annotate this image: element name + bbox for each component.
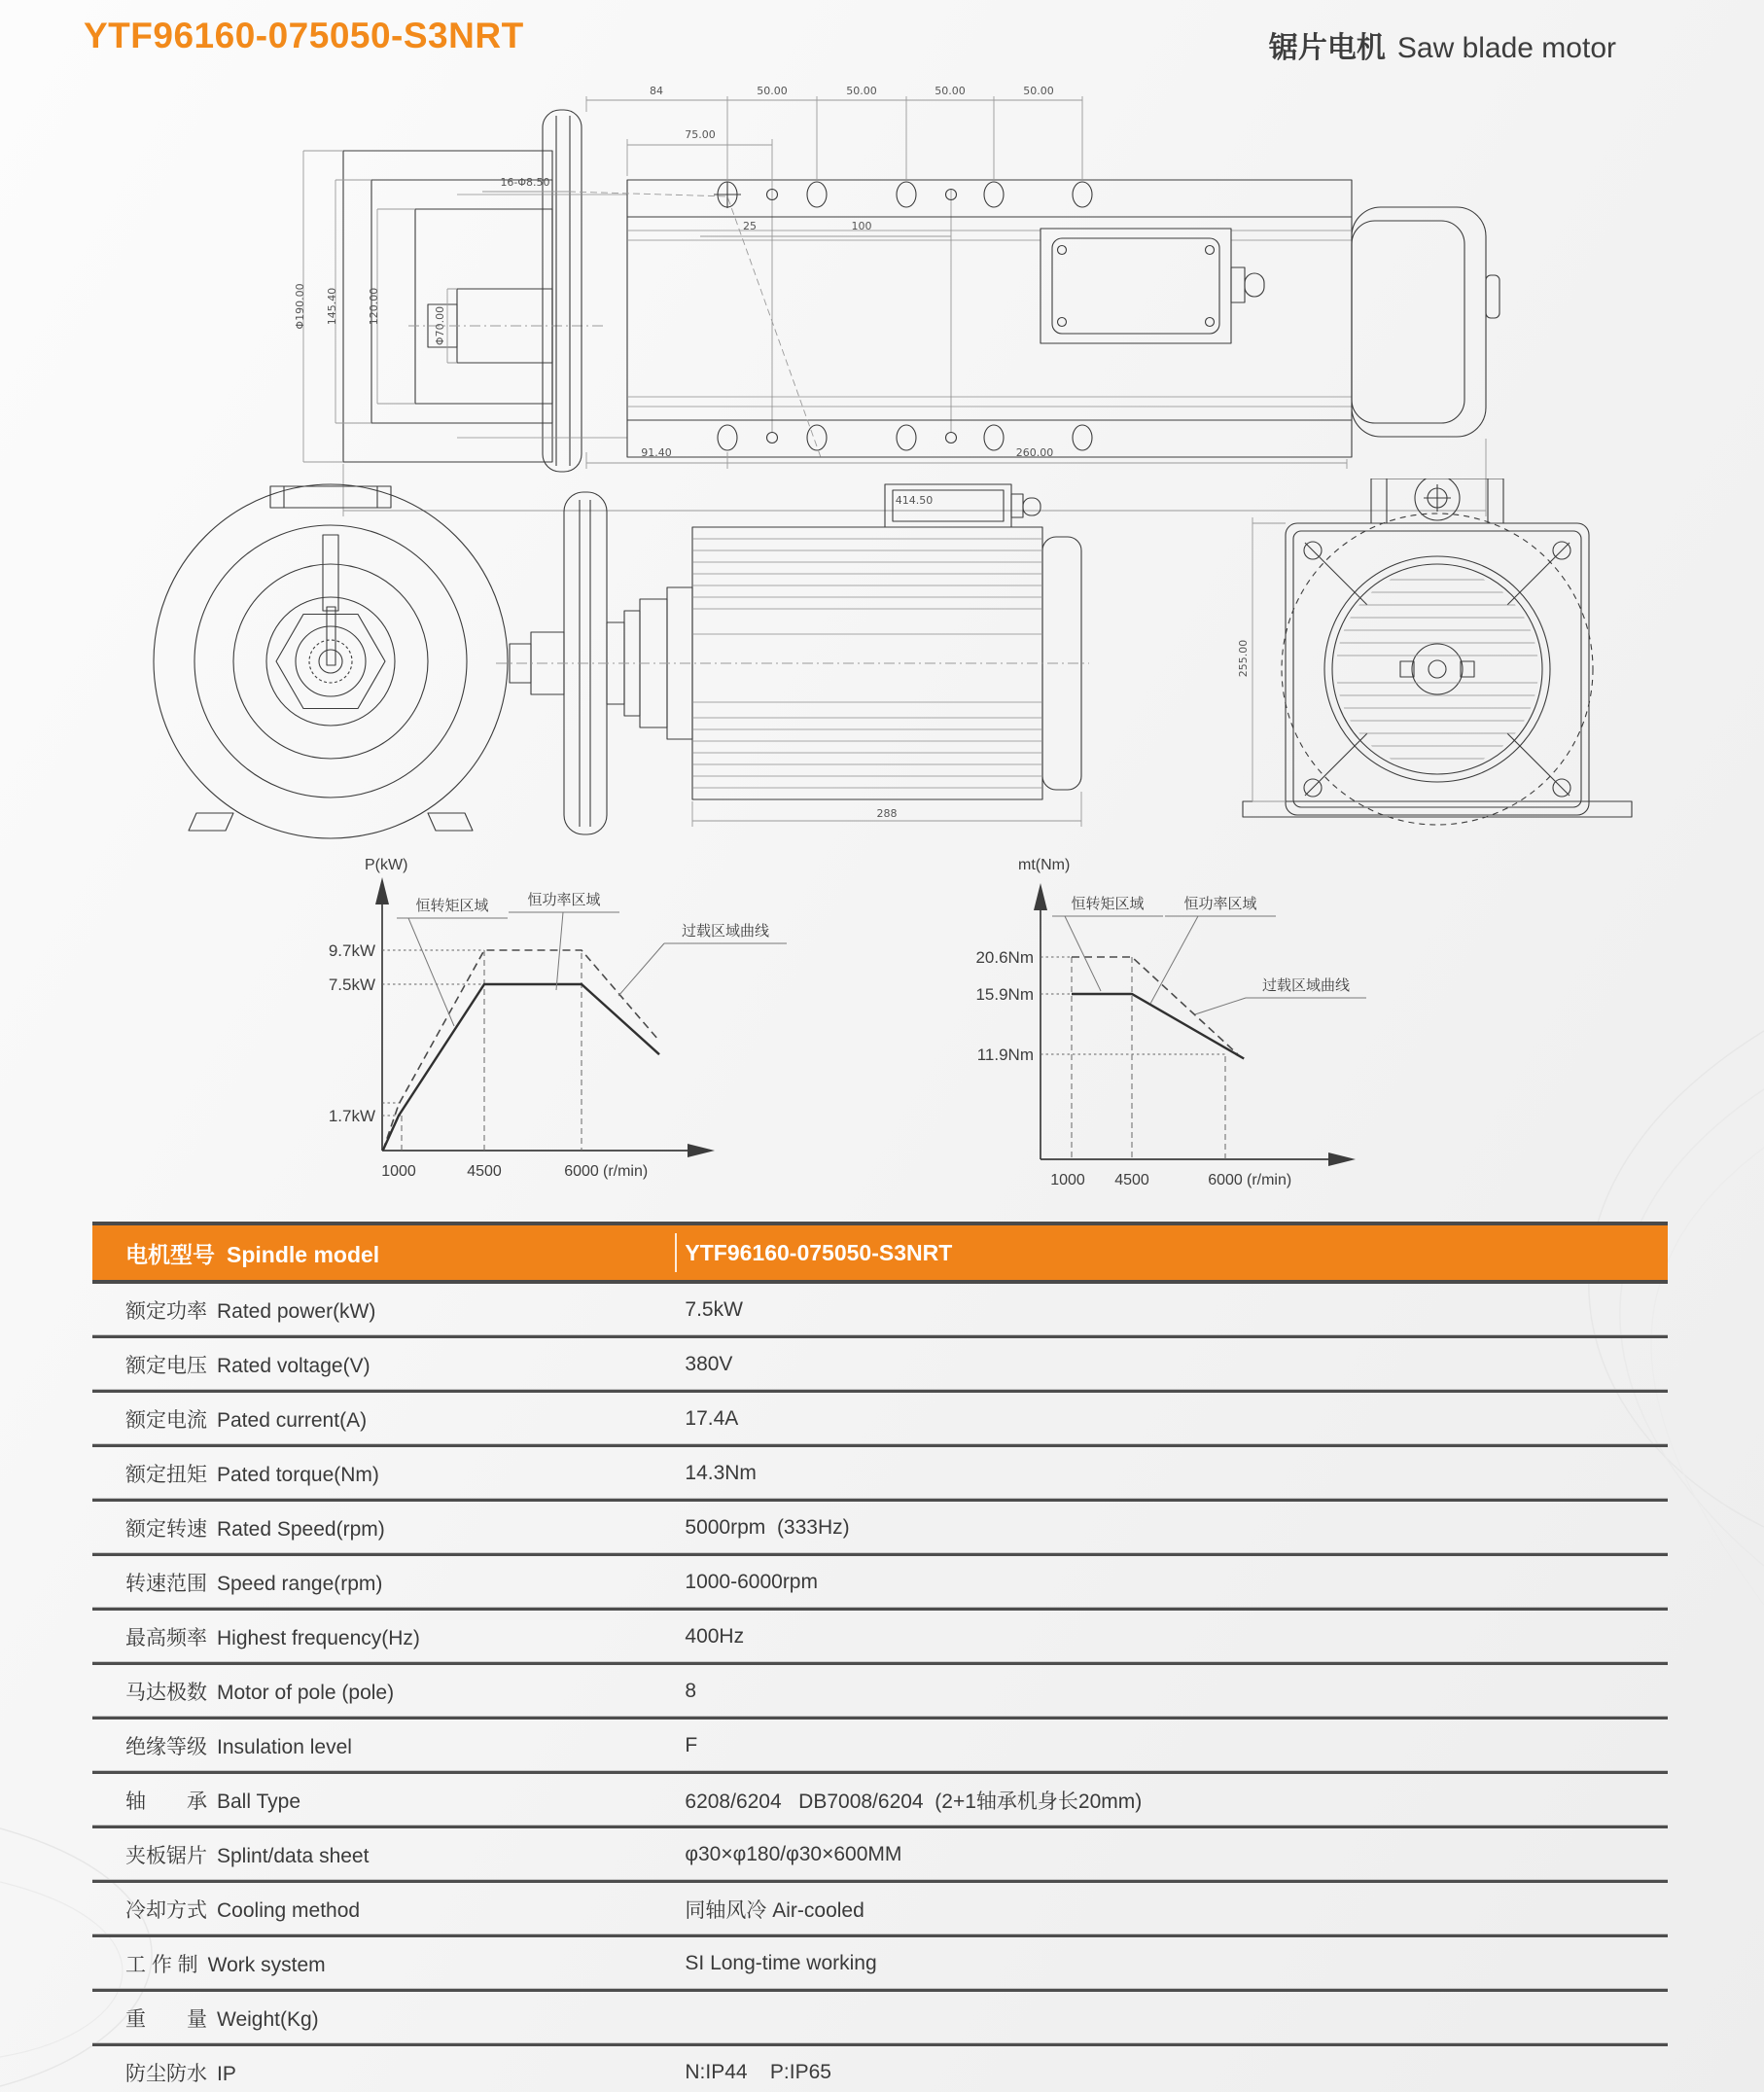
x-axis-unit: (r/min) — [1247, 1172, 1292, 1188]
y-label-15-9nm: 15.9Nm — [975, 985, 1034, 1004]
row-label — [92, 1895, 675, 1924]
dim-260: 260.00 — [1015, 446, 1054, 459]
torque-chart-x-labels — [1050, 1172, 1291, 1188]
row-value: 6208/6204 DB7008/6204 (2+1轴承机身长20mm) — [685, 1790, 1143, 1813]
page-title-model: YTF96160-075050-S3NRT — [84, 16, 524, 55]
torque-chart-annotations — [1052, 896, 1366, 1014]
spec-table-row — [92, 1393, 1668, 1447]
row-label — [92, 1677, 675, 1706]
row-label-en: Rated Speed(rpm) — [217, 1517, 385, 1541]
header-column-divider — [675, 1233, 677, 1272]
row-label — [92, 1459, 675, 1488]
x-tick-6000: 6000 — [1208, 1172, 1243, 1188]
dim-hole-callout: 16-Φ8.50 — [500, 176, 550, 189]
x-tick-1000: 1000 — [381, 1163, 416, 1180]
dim-50-3: 50.00 — [935, 85, 966, 97]
cad-body-rib-lines — [627, 230, 1352, 407]
spec-table-row — [92, 1937, 1668, 1992]
spec-table-row — [92, 1828, 1668, 1883]
cad-saw-blade-edge — [543, 110, 582, 472]
header-label — [92, 1237, 675, 1269]
header-label-cn: 电机型号 — [125, 1241, 215, 1267]
row-label-cn: 额定功率 — [125, 1299, 207, 1323]
row-label — [92, 1840, 675, 1869]
row-label — [92, 1350, 675, 1379]
row-label-cn: 重 量 — [125, 2007, 207, 2031]
row-label-en: Work system — [207, 1953, 326, 1976]
power-chart-y-labels — [329, 941, 375, 1125]
power-chart-y-axis-title: P(kW) — [365, 857, 408, 873]
row-label-cn: 防尘防水 — [125, 2062, 207, 2085]
spec-table-row — [92, 1665, 1668, 1720]
y-label-20-6nm: 20.6Nm — [975, 948, 1034, 967]
x-axis-unit: (r/min) — [603, 1163, 649, 1180]
dim-84: 84 — [650, 85, 663, 97]
row-label-cn: 转速范围 — [125, 1572, 207, 1595]
row-label-cn: 额定电流 — [125, 1408, 207, 1432]
row-label-cn: 夹板锯片 — [125, 1844, 207, 1867]
row-label-cn: 冷却方式 — [125, 1898, 207, 1922]
torque-chart-y-labels — [975, 948, 1034, 1064]
spec-table-row — [92, 1611, 1668, 1665]
row-label-en: Splint/data sheet — [217, 1844, 370, 1867]
x-tick-4500: 4500 — [467, 1163, 502, 1180]
row-value: φ30×φ180/φ30×600MM — [685, 1842, 902, 1865]
row-label-cn: 额定转速 — [125, 1517, 207, 1541]
torque-chart-guides — [1041, 957, 1227, 1159]
row-label-en: Pated current(A) — [217, 1408, 368, 1432]
product-name — [1269, 23, 1616, 66]
row-label-cn: 额定扭矩 — [125, 1463, 207, 1486]
x-tick-4500: 4500 — [1114, 1172, 1149, 1188]
cad-rear-view — [1237, 479, 1632, 825]
row-value: N:IP44 P:IP65 — [685, 2060, 831, 2083]
spec-table-row — [92, 1774, 1668, 1828]
row-label-cn: 额定电压 — [125, 1354, 207, 1377]
row-label-cn: 马达极数 — [125, 1681, 207, 1704]
annotation-overload: 过载区域曲线 — [1261, 977, 1351, 994]
row-label-en: Rated power(kW) — [217, 1299, 376, 1323]
row-value: 400Hz — [685, 1624, 745, 1648]
cad-side-view — [510, 484, 1081, 834]
row-label-cn: 轴 承 — [125, 1790, 207, 1813]
annotation-const-power: 恒功率区域 — [1183, 896, 1257, 912]
cad-front-view — [154, 484, 508, 838]
product-name-en: Saw blade motor — [1396, 32, 1616, 64]
dim-side-length: 288 — [876, 807, 898, 820]
dim-d190: Φ190.00 — [294, 283, 306, 330]
annotation-const-power: 恒功率区域 — [527, 892, 601, 908]
row-value: 380V — [685, 1352, 733, 1375]
row-label — [92, 2003, 675, 2033]
spec-table-row — [92, 1992, 1668, 2046]
row-value: 17.4A — [685, 1406, 739, 1430]
row-label — [92, 1622, 675, 1651]
cad-dimension-labels — [294, 85, 1054, 507]
row-value: SI Long-time working — [685, 1951, 877, 1974]
cad-blade-silhouette — [1282, 514, 1593, 825]
y-label-7-5kw: 7.5kW — [328, 975, 375, 994]
row-value: 8 — [685, 1679, 697, 1702]
y-label-11-9nm: 11.9Nm — [976, 1046, 1034, 1064]
spec-table-row — [92, 1447, 1668, 1502]
row-value: 7.5kW — [685, 1297, 743, 1321]
row-label-cn: 绝缘等级 — [125, 1735, 207, 1758]
spec-table-row — [92, 1284, 1668, 1338]
x-tick-1000: 1000 — [1050, 1172, 1085, 1188]
row-label — [92, 1568, 675, 1597]
cad-three-views-drawing — [107, 479, 1663, 853]
power-chart-guides — [382, 950, 582, 1151]
header-model-value: YTF96160-075050-S3NRT — [685, 1239, 953, 1265]
row-label — [92, 1786, 675, 1815]
power-chart-annotations — [397, 892, 787, 1026]
cad-terminal-box-top — [1041, 229, 1264, 343]
y-label-9-7kw: 9.7kW — [328, 941, 375, 960]
row-label-en: Weight(Kg) — [217, 2007, 319, 2031]
row-label — [92, 2058, 675, 2087]
power-curve-chart — [272, 848, 817, 1190]
cad-fan-end-cap-top — [1352, 207, 1499, 437]
cad-fan-grill-slats — [1323, 580, 1552, 759]
dim-100: 100 — [851, 220, 872, 232]
row-label — [92, 1731, 675, 1760]
dim-50-1: 50.00 — [757, 85, 788, 97]
row-label-en: Insulation level — [217, 1735, 352, 1758]
row-value: 同轴风冷 Air-cooled — [685, 1898, 864, 1922]
spec-table-body — [92, 1284, 1668, 2092]
torque-curve-chart — [909, 848, 1473, 1190]
product-name-cn: 锯片电机 — [1268, 32, 1386, 64]
dim-75: 75.00 — [685, 128, 716, 141]
power-overload-curve — [383, 950, 659, 1151]
spec-table-row — [92, 1720, 1668, 1774]
y-label-1-7kw: 1.7kW — [328, 1107, 375, 1125]
row-value: F — [685, 1733, 698, 1756]
spec-table — [92, 1222, 1668, 2092]
row-label-en: Rated voltage(V) — [217, 1354, 370, 1377]
annotation-overload: 过载区域曲线 — [681, 923, 770, 940]
row-label-en: Pated torque(Nm) — [217, 1463, 379, 1486]
row-label — [92, 1949, 675, 1978]
spec-table-row — [92, 2046, 1668, 2092]
row-label-en: Speed range(rpm) — [217, 1572, 383, 1595]
dim-25: 25 — [743, 220, 757, 232]
row-label-en: Cooling method — [217, 1898, 361, 1922]
dim-50-4: 50.00 — [1023, 85, 1054, 97]
row-value: 1000-6000rpm — [685, 1570, 818, 1593]
row-label-en: Highest frequency(Hz) — [217, 1626, 420, 1649]
row-label-cn: 工 作 制 — [125, 1953, 198, 1976]
row-label — [92, 1295, 675, 1325]
cad-mounting-holes — [714, 181, 1092, 450]
row-label — [92, 1513, 675, 1542]
cad-dimension-lines — [303, 96, 1486, 516]
row-value: 14.3Nm — [685, 1461, 757, 1484]
dim-120: 120.00 — [368, 287, 380, 326]
dim-d70: Φ70.00 — [434, 305, 446, 346]
torque-chart-y-axis-title: mt(Nm) — [1018, 857, 1071, 873]
torque-rated-curve — [1072, 994, 1244, 1059]
power-rated-curve — [383, 984, 659, 1151]
row-label-en: Motor of pole (pole) — [217, 1681, 395, 1704]
spec-table-row — [92, 1883, 1668, 1937]
dim-414-50: 414.50 — [895, 494, 934, 507]
spec-table-row — [92, 1338, 1668, 1393]
dim-rear-height: 255.00 — [1237, 639, 1250, 678]
dim-91-40: 91.40 — [641, 446, 672, 459]
dim-145-40: 145.40 — [326, 287, 338, 326]
row-value: 5000rpm (333Hz) — [685, 1515, 850, 1539]
row-label-en: IP — [217, 2062, 236, 2085]
spec-table-row — [92, 1502, 1668, 1556]
row-label-cn: 最高频率 — [125, 1626, 207, 1649]
dim-50-2: 50.00 — [846, 85, 877, 97]
power-chart-x-labels — [381, 1163, 648, 1180]
x-tick-6000: 6000 — [564, 1163, 599, 1180]
spec-table-header-row — [92, 1222, 1668, 1284]
header-label-en: Spindle model — [227, 1241, 380, 1267]
cad-projection-lines — [457, 189, 951, 438]
row-label-en: Ball Type — [217, 1790, 300, 1813]
annotation-const-torque: 恒转矩区域 — [415, 898, 489, 914]
row-label — [92, 1404, 675, 1434]
spec-table-row — [92, 1556, 1668, 1611]
annotation-const-torque: 恒转矩区域 — [1071, 896, 1145, 912]
